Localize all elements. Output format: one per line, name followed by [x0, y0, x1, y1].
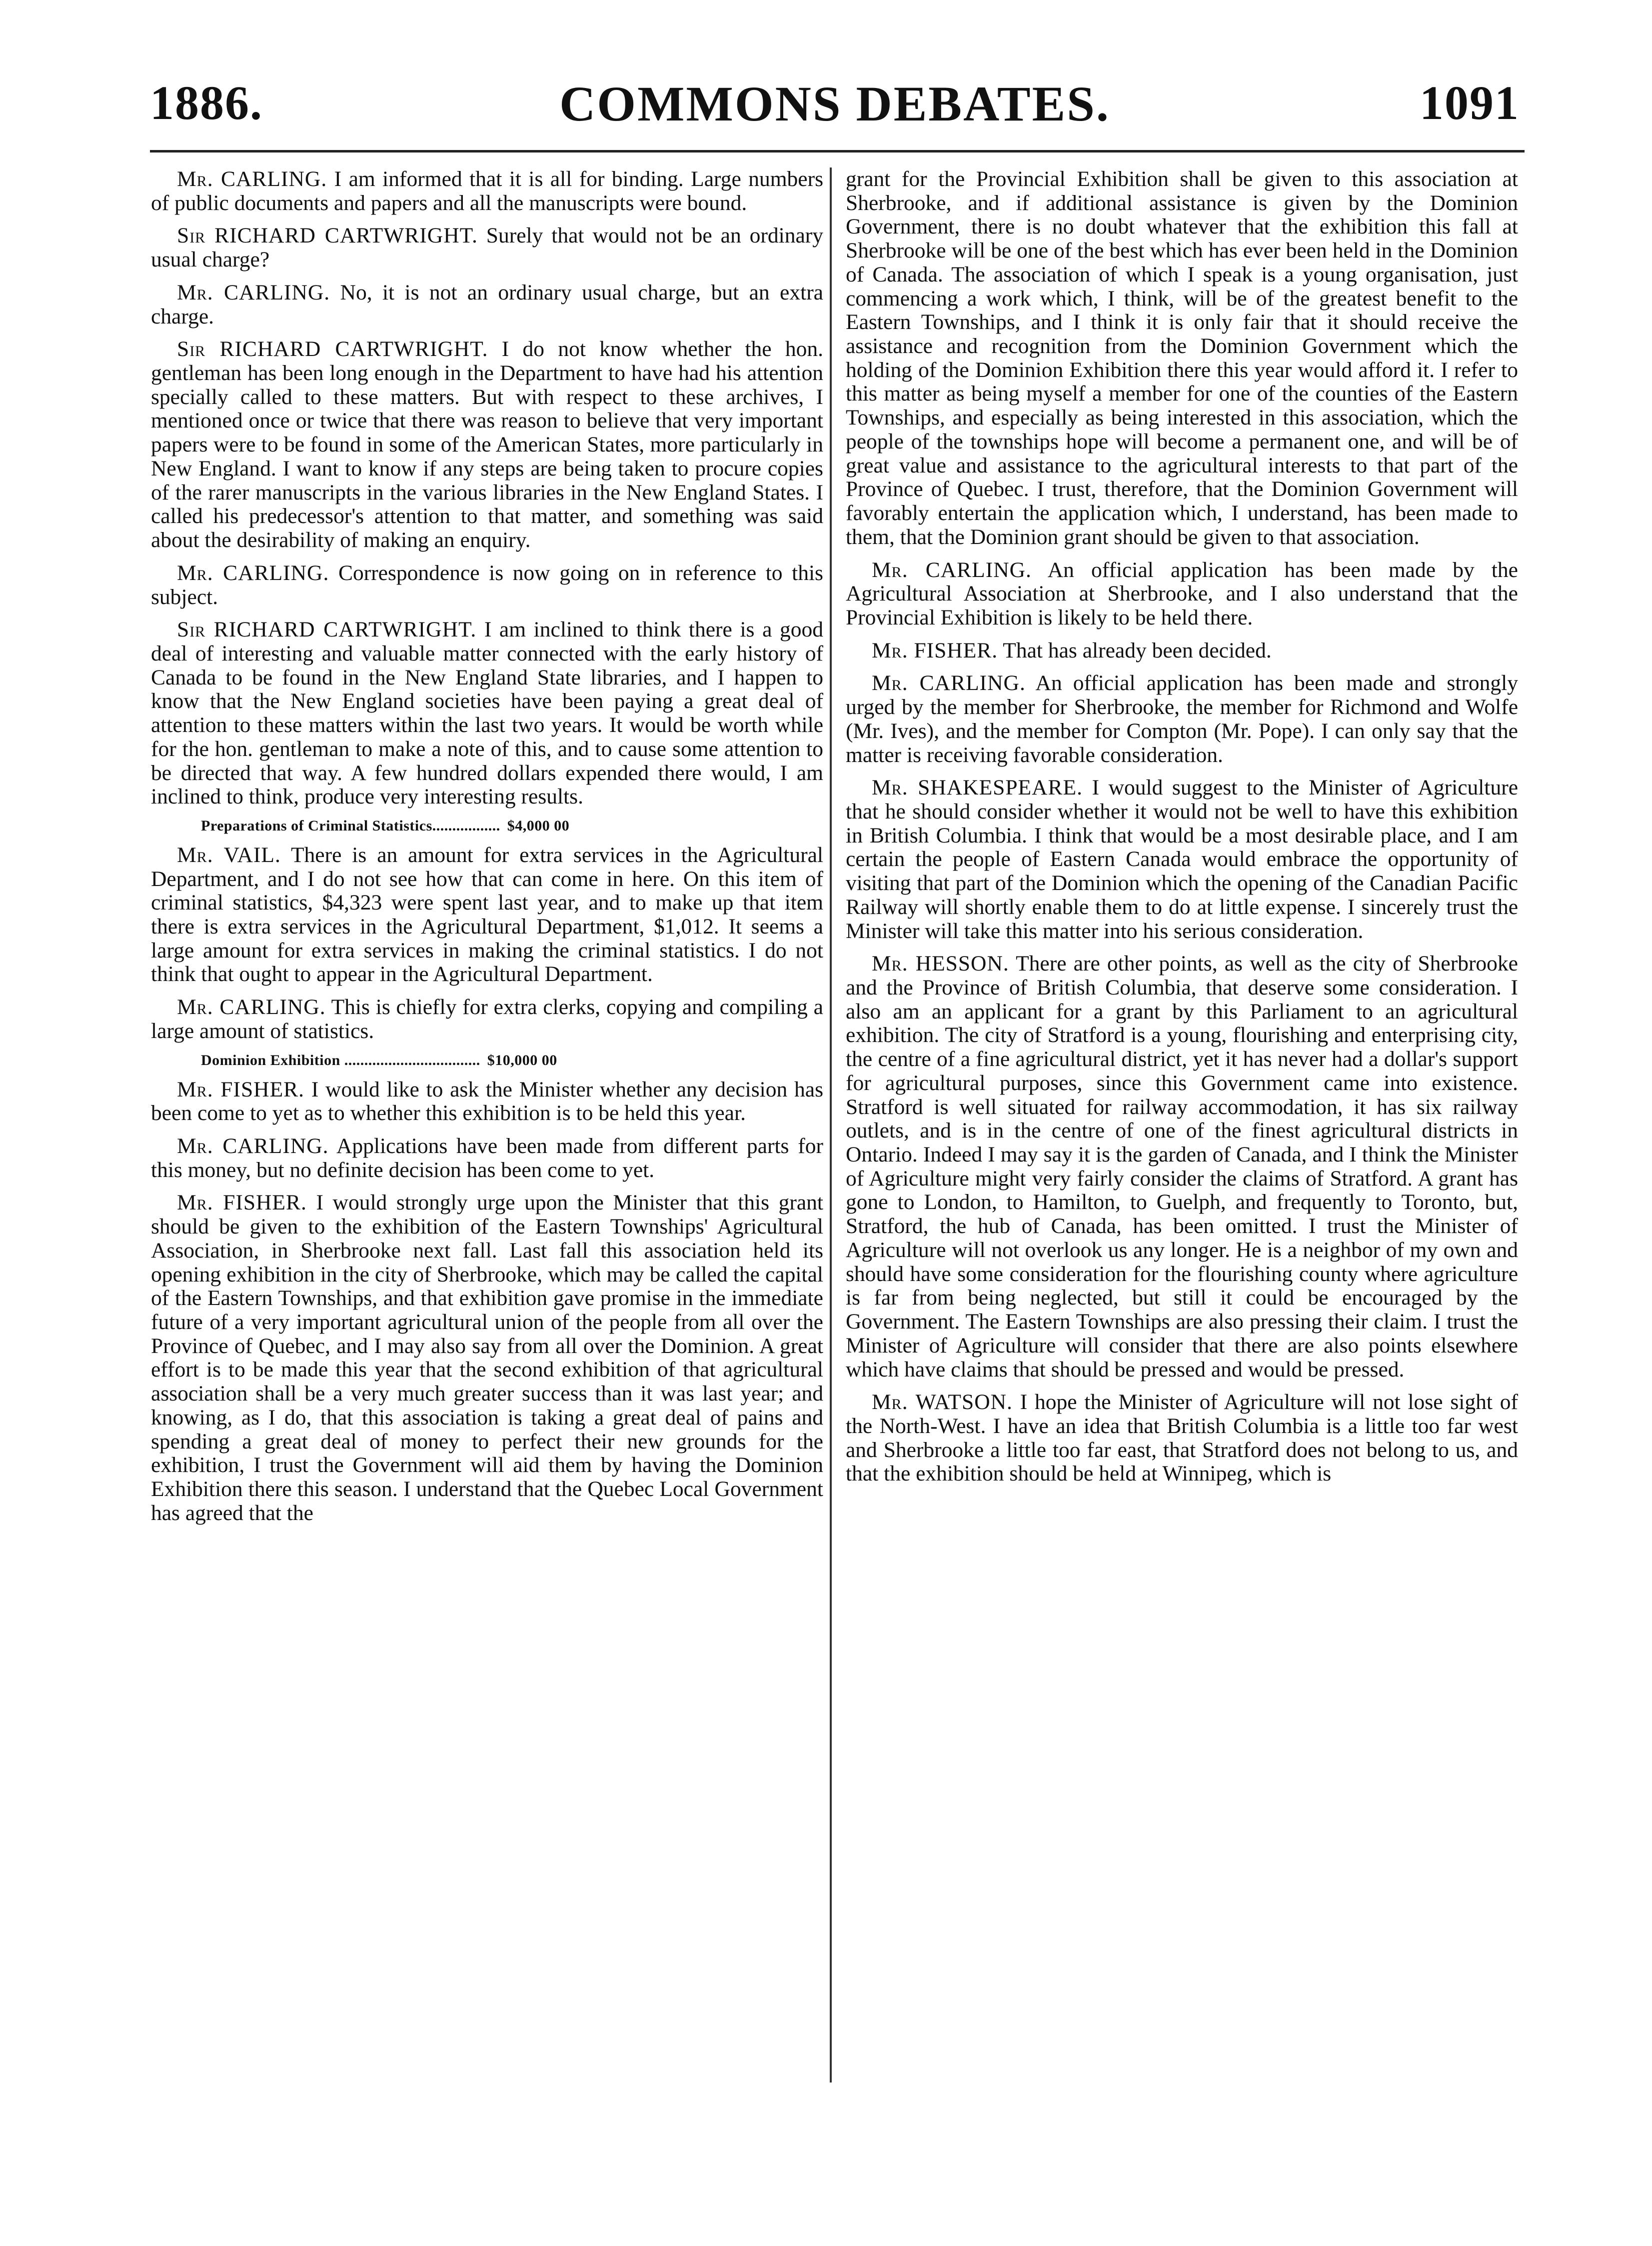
speech-text: There are other points, as well as the city of Sherbrooke and the Province of British Columbia, that deserve some consideration. I also am an applicant for a grant by this Parliament to an agricultural exhibition. The city of Stratford is a young, flourishing and enterprising city, the centre of a fine agricultural district, yet it has never had a dollar's support for agricultural purposes, since this Government came into existence. Stratford is well situated for railway accommodation, it has six railway outlets, and is in the centre of one of the finest agricultural districts in Ontario. Indeed I may say it is the garden of Canada, and I think the Minister of Agriculture might very fairly consider the claims of Stratford. A grant has gone to London, to Hamilton, to Guelph, and frequently to Toronto, but, Stratford, the hub of Canada, has been omitted. I trust the Minister of Agriculture will not overlook us any longer. He is a neighbor of my own and should have some consideration for the flourishing county where agriculture is far from being neglected, but still it could be encouraged by the Government. The Eastern Townships are also pressing their claim. I trust the Minister of Agriculture will consider that there are also points elsewhere which have claims that should be pressed and would be pressed.: [846, 952, 1518, 1382]
speech-text: That has already been decided.: [1003, 638, 1272, 662]
speaker-name: Mr. CARLING.: [177, 167, 327, 191]
speech-text: Correspondence is now going on in reference to this subject.: [151, 560, 823, 609]
speech-text: I am inclined to think there is a good deal of interesting and valuable matter connected with the early history of Canada to be found in the New England State libraries, and I happen to know that the New England societies have been paying a great deal of attention to these matters within the last two years. It would be worth while for the hon. gentleman to make a note of this, and to cause some attention to be directed that way. A few hundred dollars expended there would, I am inclined to think, produce very interesting results.: [151, 618, 824, 809]
speech-paragraph: [846, 558, 1518, 630]
speaker-name: Mr. CARLING.: [872, 558, 1032, 582]
speech-text: I hope the Minister of Agriculture will not lose sight of the North-West. I have an idea that British Columbia is a little too far west and Sherbrooke a little too far east, that Stratford does not belong to us, and that the exhibition should be held at Winnipeg, which is: [846, 1390, 1519, 1486]
speaker-name: Mr. CARLING.: [177, 560, 329, 585]
speech-paragraph: [846, 672, 1518, 767]
speech-paragraph: [846, 776, 1518, 943]
speaker-name: Mr. VAIL.: [177, 842, 281, 867]
speaker-name: Mr. FISHER.: [177, 1190, 307, 1215]
speech-text: I do not know whether the hon. gentleman has been long enough in the Department to have had his attention specially called to these matters. But with respect to these archives, I mentioned once or twice that there was reason to believe that very important papers were to be found in some of the American States, more particularly in New England. I want to know if any steps are being taken to procure copies of the rarer manuscripts in the various libraries in the New England States. I called his predecessor's attention to that matter, and something was said about the desirability of making an enquiry.: [151, 337, 824, 552]
speech-text: Surely that would not be an ordinary usual charge?: [151, 224, 823, 272]
speaker-name: Mr. CARLING.: [177, 995, 326, 1020]
speaker-name: Sir RICHARD CARTWRIGHT.: [177, 337, 488, 362]
speech-text: I would suggest to the Minister of Agriculture that he should consider whether it would not be well to have this exhibition in British Columbia. I think that would be a most desirable place, and I am certain the people of Eastern Canada would embrace the opportunity of visiting that part of the Dominion which the opening of the Canadian Pacific Railway will shortly enable them to do at little expense. I sincerely trust the Minister will take this matter into his serious consideration.: [846, 776, 1519, 943]
speech-text: An official application has been made by the Agricultural Association at Sherbrooke, and I also understand that the Provincial Exhibition is likely to be held there.: [846, 558, 1518, 630]
header-year: 1886.: [150, 76, 263, 130]
running-header: [150, 75, 1520, 140]
speech-text: There is an amount for extra services in the Agricultural Department, and I do not see how that can come in here. On this item of criminal statistics, $4,323 were spent last year, and to make up that item there is extra services in the Agricultural Department, $1,012. It seems a large amount for extra services in making the criminal statistics. I do not think that ought to appear in the Agricultural Department.: [151, 842, 824, 986]
speech-paragraph: [846, 168, 1518, 550]
header-page-number: 1091: [1420, 76, 1520, 130]
column-divider: [830, 168, 832, 2082]
speech-text: An official application has been made and strongly urged by the member for Sherbrooke, the member for Richmond and Wolfe (Mr. Ives), and the member for Compton (Mr. Pope). I can only say that the matter is receiving favorable consideration.: [846, 671, 1518, 767]
speaker-name: Mr. SHAKESPEARE.: [872, 776, 1083, 800]
header-title: COMMONS DEBATES.: [559, 76, 1110, 132]
speech-paragraph: [151, 562, 823, 609]
supply-item-amount: $10,000 00: [487, 1052, 557, 1068]
speech-paragraph: [846, 639, 1518, 663]
speaker-name: Mr. CARLING.: [177, 1134, 329, 1158]
speech-paragraph: [846, 952, 1518, 1382]
speech-paragraph: [151, 1134, 823, 1182]
supply-item-amount: $4,000 00: [507, 817, 570, 834]
speaker-name: Mr. HESSON.: [872, 952, 1009, 976]
speech-text: I would strongly urge upon the Minister that this grant should be given to the exhibition of the Eastern Townships' Agricultural Association, in Sherbrooke next fall. Last fall this association held its opening exhibition in the city of Sherbrooke, which may be called the capital of the Eastern Townships, and that exhibition gave promise in the immediate future of a very important agricultural union of the people from all over the Province of Quebec, and I may also say from all over the Dominion. A great effort is to be made this year that the second exhibition of that agricultural association shall be a very much greater success than it was last year; and knowing, as I do, that this association is taking a great deal of pains and spending a great deal of money to perfect their new grounds for the exhibition, I trust the Government will aid them by having the Dominion Exhibition there this season. I understand that the Quebec Local Government has agreed that the: [151, 1190, 823, 1525]
speech-paragraph: [151, 844, 823, 986]
speaker-name: Sir RICHARD CARTWRIGHT.: [177, 618, 477, 642]
speaker-name: Mr. CARLING.: [177, 280, 330, 304]
speaker-name: Mr. FISHER.: [177, 1077, 305, 1102]
speech-text: I am informed that it is all for binding. Large numbers of public documents and papers and all the manuscripts were bound.: [151, 167, 824, 215]
speech-paragraph: [151, 168, 823, 215]
speech-text: This is chiefly for extra clerks, copying and compiling a large amount of statistics.: [151, 995, 823, 1043]
right-column: [846, 168, 1518, 1495]
speech-text: I would like to ask the Minister whether any decision has been come to yet as to whether this exhibition is to be held this year.: [151, 1077, 823, 1126]
speech-paragraph: [151, 224, 823, 272]
speech-paragraph: [151, 1078, 823, 1126]
supply-item-label: Dominion Exhibition ..................................: [201, 1052, 480, 1068]
supply-item: [151, 818, 823, 834]
speaker-name: Mr. CARLING.: [872, 671, 1026, 696]
speaker-name: Mr. FISHER.: [872, 638, 998, 662]
supply-item: [151, 1052, 823, 1069]
left-column: [151, 168, 823, 1534]
speech-text: grant for the Provincial Exhibition shall be given to this association at Sherbrooke, and if additional assistance is given by the Dominion Government, there is no doubt whatever that the exhibition this fall at Sherbrooke will be one of the best which has ever been held in the Dominion of Canada. The association of which I speak is a young organisation, just commencing a work which, I think, will be of the greatest benefit to the Eastern Townships, and I think it is only fair that it should receive the assistance and recognition from the Dominion Government which the holding of the Dominion Exhibition there this year would afford it. I refer to this matter as being myself a member for one of the counties of the Eastern Townships, and especially as being interested in this association, which the people of the townships hope will become a permanent one, and will be of great value and assistance to the agricultural interests to that part of the Province of Quebec. I trust, therefore, that the Dominion Government will favorably entertain the application which, I understand, has been made to them, that the Dominion grant should be given to that association.: [846, 167, 1518, 549]
speaker-name: Sir RICHARD CARTWRIGHT.: [177, 224, 478, 248]
speech-text: Applications have been made from different parts for this money, but no definite decision has been come to yet.: [151, 1134, 823, 1182]
speaker-name: Mr. WATSON.: [872, 1390, 1013, 1414]
speech-text: No, it is not an ordinary usual charge, but an extra charge.: [151, 280, 823, 328]
speech-paragraph: [151, 618, 823, 809]
speech-paragraph: [151, 281, 823, 328]
speech-paragraph: [846, 1390, 1518, 1486]
speech-paragraph: [151, 996, 823, 1043]
supply-item-label: Preparations of Criminal Statistics.................: [201, 817, 500, 834]
speech-paragraph: [151, 1191, 823, 1525]
speech-paragraph: [151, 338, 823, 552]
header-rule: [150, 150, 1525, 152]
